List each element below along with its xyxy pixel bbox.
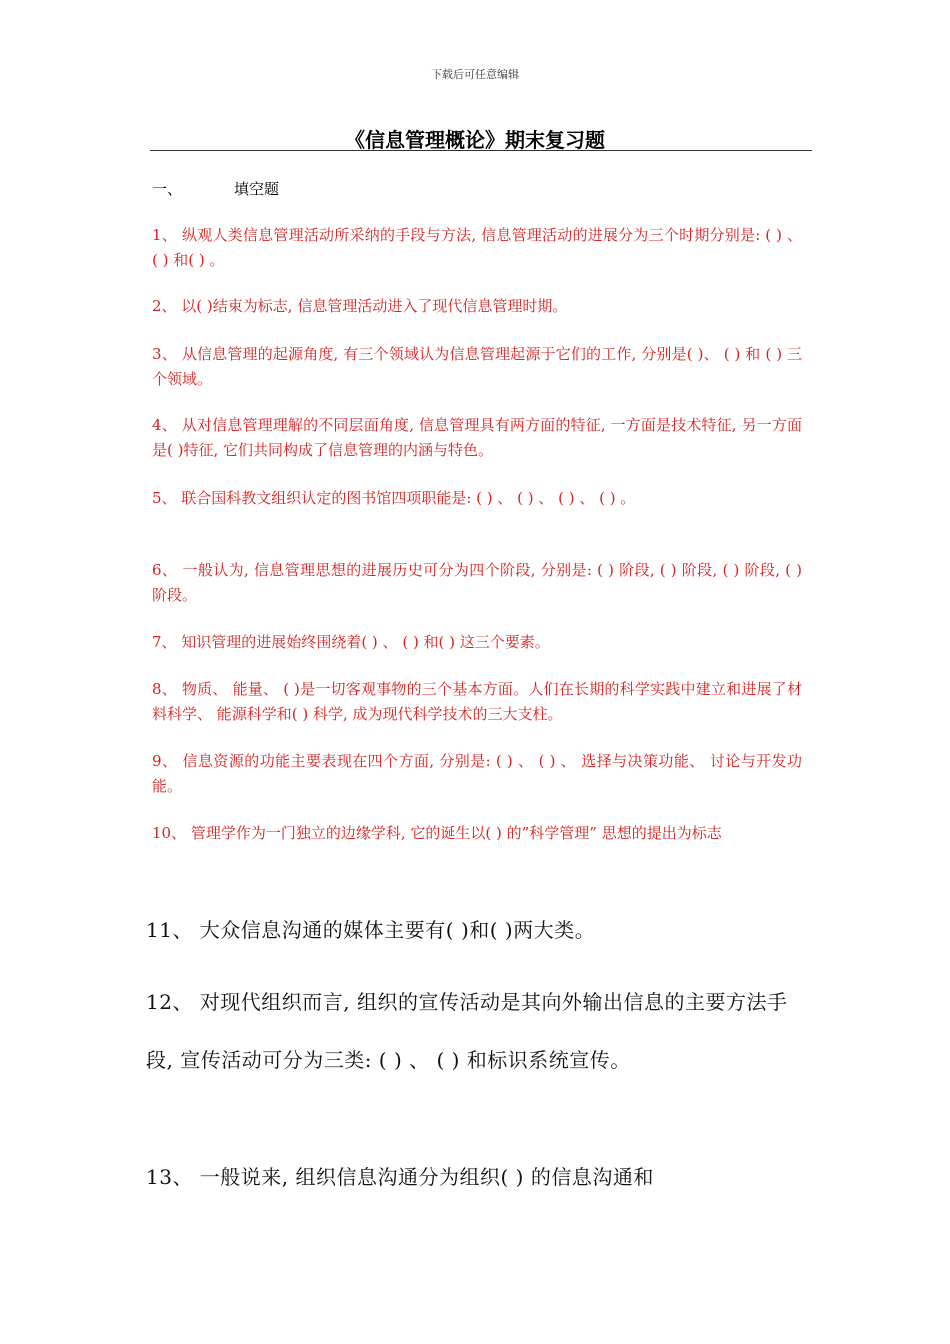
- section-heading: [152, 178, 279, 199]
- section-label: 填空题: [234, 180, 280, 198]
- question-6: 6、 一般认为, 信息管理思想的进展历史可分为四个阶段, 分别是: ( ) 阶段, ( ) 阶段, ( ) 阶段, ( ) 阶段。: [152, 561, 802, 604]
- section-number: 一、: [152, 180, 183, 198]
- question-7: 7、 知识管理的进展始终围绕着( ) 、 ( ) 和( ) 这三个要素。: [152, 633, 550, 651]
- question-8: 8、 物质、 能量、 ( )是一切客观事物的三个基本方面。人们在长期的科学实践中建立和进展了材料科学、 能源科学和( ) 科学, 成为现代科学技术的三大支柱。: [152, 680, 802, 723]
- question-4: 4、 从对信息管理理解的不同层面角度, 信息管理具有两方面的特征, 一方面是技术特征, 另一方面是( )特征, 它们共同构成了信息管理的内涵与特色。: [152, 416, 802, 459]
- question-3: 3、 从信息管理的起源角度, 有三个领域认为信息管理起源于它们的工作, 分别是( )、 ( ) 和 ( ) 三个领域。: [152, 345, 802, 388]
- question-10: 10、 管理学作为一门独立的边缘学科, 它的诞生以( ) 的”科学管理” 思想的提出为标志: [152, 824, 722, 842]
- question-9: 9、 信息资源的功能主要表现在四个方面, 分别是: ( ) 、 ( ) 、 选择与决策功能、 讨论与开发功能。: [152, 752, 802, 795]
- title-divider: [150, 150, 812, 151]
- document-title: 《信息管理概论》期末复习题: [345, 128, 605, 152]
- question-11: 11、 大众信息沟通的媒体主要有( )和( )两大类。: [146, 918, 596, 942]
- question-2: 2、 以( )结束为标志, 信息管理活动进入了现代信息管理时期。: [152, 297, 568, 315]
- question-5: 5、 联合国科教文组织认定的图书馆四项职能是: ( ) 、 ( ) 、 ( ) 、 ( ) 。: [152, 489, 636, 507]
- page-header: 下载后可任意编辑: [431, 68, 519, 81]
- question-12: 12、 对现代组织而言, 组织的宣传活动是其向外输出信息的主要方法手段, 宣传活动可分为三类: ( ) 、 ( ) 和标识系统宣传。: [146, 990, 788, 1072]
- question-13: 13、 一般说来, 组织信息沟通分为组织( ) 的信息沟通和: [146, 1165, 654, 1189]
- question-1: 1、 纵观人类信息管理活动所采纳的手段与方法, 信息管理活动的进展分为三个时期分别是: ( ) 、 ( ) 和( ) 。: [152, 226, 802, 269]
